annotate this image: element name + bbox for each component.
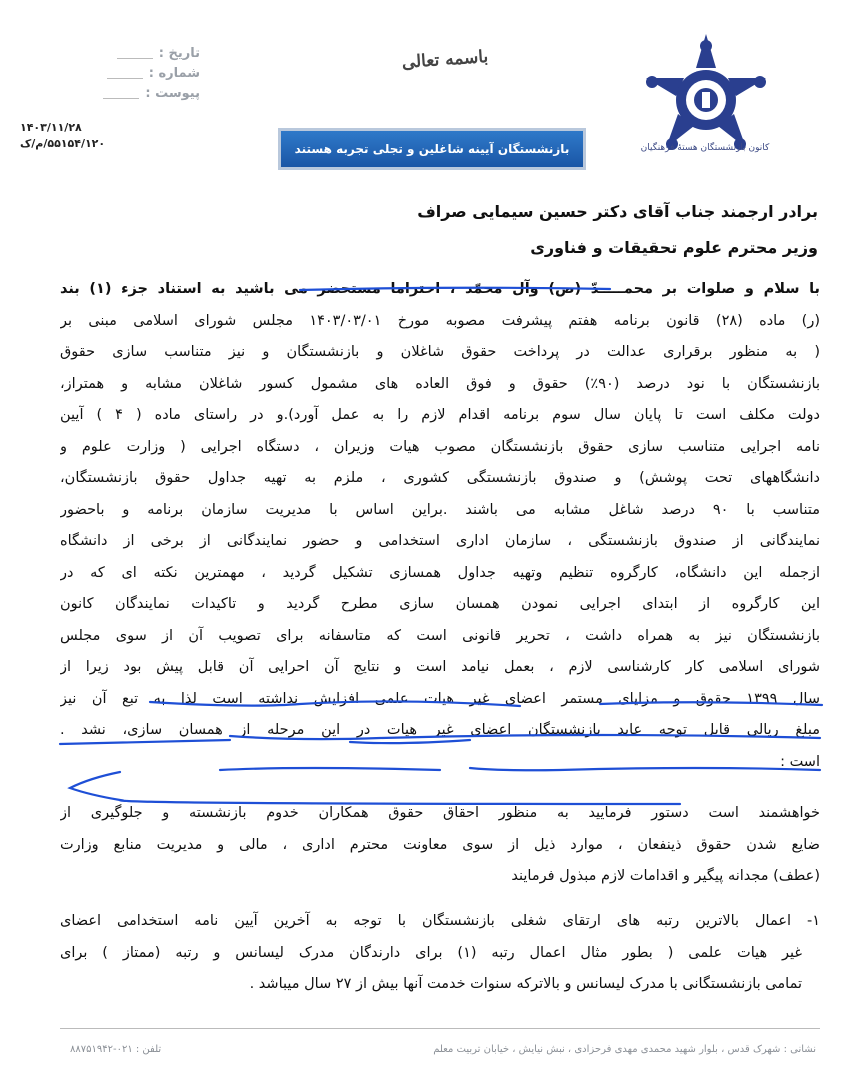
text-line: متناسب با ۹۰ درصد شاغل مشابه می باشند .براین اساس با مدیریت سازمان برنامه و باحضور — [60, 501, 820, 518]
text-line: است : — [780, 753, 820, 770]
body-paragraph-3 — [60, 906, 820, 1001]
recipient-name: برادر ارجمند جناب آقای دکتر حسین سیمایی صراف — [417, 202, 818, 221]
text-line: دانشگاههای تحت پوشش) و صندوق بازنشستگی کشوری ، ملزم به تهیه جداول حقوق بازنشستگان، — [60, 470, 820, 486]
letter-meta — [100, 44, 200, 104]
recipient-title: وزیر محترم علوم تحقیقات و فناوری — [530, 238, 818, 257]
text-line: مبلغ ریالی قابل توجه عاید بازنشستگان اعضای غیر هیات در این مرحله از همسان سازی، نشد . — [60, 722, 820, 738]
text-line: شورای اسلامی کار کارشناسی لازم ، بعمل نیامد است و نتایج آن احرایی آن قابل پیش بود زیرا از — [60, 659, 820, 675]
text-line: (ر) ماده (۲۸) قانون برنامه هفتم پیشرفت مصوبه مورخ ۱۴۰۳/۰۳/۰۱ مجلس شورای اسلامی مبنی بر — [60, 312, 820, 329]
text-line: با سلام و صلوات بر محمـــــدّ (ص) وآل محمّد ، احتراما مستحضر می باشید به استناد جزء (۱) بند — [60, 281, 820, 297]
attachment-label: پیوست : — [145, 86, 200, 101]
text-line: بازنشستگان نیز به همراه داشت ، تحریر قانونی است که متاسفانه برای تصویب آن از سوی مجلس — [60, 627, 820, 644]
text-line: (عطف) مجدانه پیگیر و اقدامات لازم مبذول فرمایند — [511, 868, 820, 884]
footer-address: نشانی : شهرک قدس ، بلوار شهید محمدی مهدی فرحزادی ، نبش نیایش ، خیابان تربیت معلم — [433, 1044, 816, 1055]
text-line: سال ۱۳۹۹ حقوق و مزایای مستمر اعضای غیر هیات علمی افزایش نداشته است لذا به تبع آن نیز — [60, 690, 820, 707]
text-line: بازنشستگان با نود درصد (۹۰٪) حقوق و فوق العاده های مشمول کسور شاغلان مشابه و همتراز، — [60, 375, 820, 392]
text-line: دولت مکلف است تا پایان سال سوم برنامه اقدام لازم را به عمل آورد).و در راستای ماده ( ۴ ) آیین — [60, 407, 820, 423]
number-label: شماره : — [148, 66, 200, 81]
text-line: تمامی بازنشستگانی با مدرک لیسانس و بالاترکه سنوات خدمت آنها بیش از ۲۷ سال میباشد . — [249, 976, 802, 992]
letter-number: ۵۵۱۵۴/۱۲۰/م/ک — [20, 137, 106, 150]
text-line: ازجمله این دانشگاه، کارگروه تنظیم وتهیه جداول همسازی تشکیل گردید ، مهمترین نکته ای که در — [60, 564, 820, 581]
text-line: نامه اجرایی متناسب سازی حقوق بازنشستگان مصوب هیات وزیران ، دستگاه اجرایی ( وزارت علوم و — [60, 438, 820, 455]
letter-reference — [20, 120, 150, 152]
body-paragraph-1 — [60, 274, 820, 778]
footer-phone: تلفن : ۰۲۱-۸۸۷۵۱۹۴۲ — [70, 1044, 162, 1055]
body-paragraph-2 — [60, 798, 820, 893]
text-line: ۱- اعمال بالاترین رتبه های ارتقای شغلی بازنشستگان با توجه به آخرین آیین نامه استخدامی اعضای — [60, 913, 820, 929]
date-label: تاریخ : — [158, 46, 200, 61]
text-line: نمایندگانی از صندوق بازنشستگی ، سازمان اداری استخدامی و حضور نمایندگانی از برخی از دانشگاه — [60, 533, 820, 549]
text-line: خواهشمند است دستور فرمایید به منظور احقاق حقوق همکاران خدوم بازنشسته و جلوگیری از — [60, 805, 820, 821]
letter-date: ۱۴۰۳/۱۱/۲۸ — [20, 121, 82, 134]
text-line: این کارگروه از ابتدای اجرایی نمودن همسان سازی مطرح گردید و تاکیدات نمایندگان کانون — [60, 596, 820, 612]
logo-caption: کانون بازنشستگان هستۀ فرهنگیان — [640, 143, 770, 153]
text-line: غیر هیات علمی ( بطور مثال اعمال رتبه (۱) برای دارندگان مدرک لیسانس و رتبه (ممتاز ) برای — [60, 944, 802, 961]
text-line: ضایع شدن حقوق ذینفعان ، موارد ذیل از سوی معاونت محترم اداری ، مالی و مدیریت منابع وزارت — [60, 836, 820, 853]
footer-divider — [60, 1028, 820, 1029]
bismillah-heading: باسمه تعالی — [401, 47, 489, 73]
text-line: ( به منظور برقراری عدالت در پرداخت حقوق شاغلان و بازنشستگان و نیز متناسب سازی حقوق — [60, 344, 820, 360]
motto-banner: بازنشستگان آیینه شاغلین و تجلی تجربه هستند — [278, 128, 586, 170]
